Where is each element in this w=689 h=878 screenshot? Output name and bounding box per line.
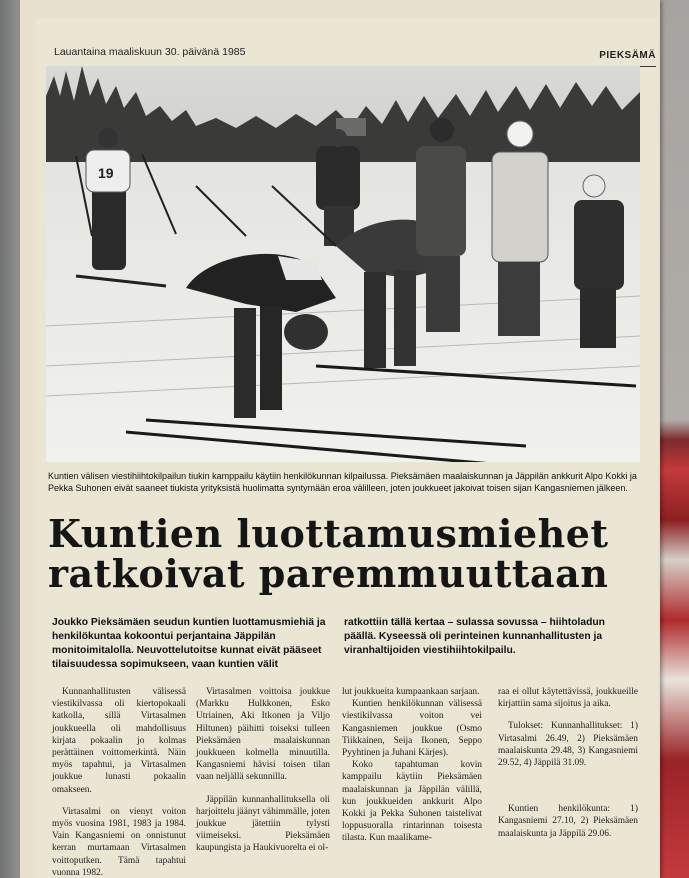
headline [48,511,648,596]
body-column-3 [342,686,482,845]
skiers-photo-illustration [46,66,640,462]
paragraph: raa ei ollut käytettävissä, joukkueille kirjattiin sama sijoitus ja aika. [498,687,638,710]
news-photo [46,66,640,462]
headline-line-1: Kuntien luottamusmiehet [48,511,609,556]
photo-caption: Kuntien välisen viestihiihtokilpailun tiukin kamppailu käytiin henkilökunnan kilpailussa. Pieksämäen maalaiskunnan ja Jäppilän ankkurit Alpo Kokki ja Pekka Suhonen eivät saaneet tiukista yrityksistä huolimatta syntymään eroa välilleen, joten joukkueet jakoivat toisen sijan Kangasniemen jälkeen. [48,471,637,493]
masthead [54,44,656,67]
paragraph: Kuntien henkilökunnan välisessä viestikilvassa voiton vei Kangasniemen joukkue (Osmo Tiikkainen, Seija Ikonen, Seppo Pyyhtinen ja Juhani Kärjes). [342,699,482,759]
results-paragraph: Tulokset: Kunnanhallitukset: 1) Virtasalmi 26.49, 2) Pieksämäen maalaiskunta 29.48, 3) Kangasniemi 29.52, 4) Jäppilä 31.09. [498,721,638,769]
bib-number: 19 [98,165,114,181]
headline-line-2: ratkoivat paremmuuttaan [48,551,609,596]
body-column-2 [196,686,330,855]
paper-name: PIEKSÄMÄ [599,50,656,61]
background-right-fabric [660,0,689,878]
paragraph: Virtasalmi on vienyt voiton myös vuosina 1981, 1983 ja 1984. Vain Kangasniemi on onnistunut kerran murtamaan Virtasalmen voittoputken. Tämä tapahtui vuonna 1982. [52,806,186,878]
results-paragraph: Kuntien henkilökunta: 1) Kangasniemi 27.10, 2) Pieksämäen maalaiskunta ja Jäppilä 29.06. [498,804,638,839]
paragraph: Virtasalmen voittoisa joukkue (Markku Hulkkonen, Esko Utriainen, Aki Itkonen ja Viljo Hiltunen) päihitti toiseksi tulleen Pieksämäen maalaiskunnan joukkueen kolmella minuutilla. Kangasniemi hävisi toisen tilan vaan neljällä sekunnilla. [196,687,330,783]
paragraph: Kunnanhallitusten välisessä viestikilvassa oli kiertopokaali katkolla, sillä Virtasalmen joukkueella oli mahdollisuus kirjata pokaalin jo kolmas perättäinen voittomerkintä. Näin myös tapahtui, ja Virtasalmen joukkue lunasti pokaalin omakseen. [52,687,186,795]
paragraph: Koko tapahtuman kovin kamppailu käytiin Pieksämäen maalaiskunnan ja Jäppilän välillä, kun joukkueiden ankkurit Alpo Kokki ja Pekka Suhonen taistelivat loppusuoralla rintarinnan toisesta tilasta. Kun maalikame- [342,760,482,844]
body-column-1 [52,686,186,878]
lead-paragraph-right: ratkottiin tällä kertaa – sulassa sovussa – hiihtoladun päällä. Kyseessä oli perinteinen kunnanhallitusten ja viranhaltijoiden viestihiihtokilpailu. [344,617,605,656]
body-column-4 [498,686,638,840]
publication-date: Lauantaina maaliskuun 30. päivänä 1985 [54,46,246,58]
paragraph: Jäppilän kunnanhallituksella oli harjoittelu jäänyt vähimmälle, joten joukkue jätettiin tylysti viimeiseksi. Pieksämäen kaupungista ja Haukivuorelta ei ol- [196,794,330,854]
lead-paragraph-left: Joukko Pieksämäen seudun kuntien luottamusmiehiä ja henkilökuntaa kokoontui perjantaina Jäppilän monitoimitalolla. Neuvottelutoitse kunnat eivät pääseet tilaisuudessa sopimukseen, vaan kuntien välit [52,617,326,670]
paragraph: lut joukkueita kumpaankaan sarjaan. [342,687,480,697]
